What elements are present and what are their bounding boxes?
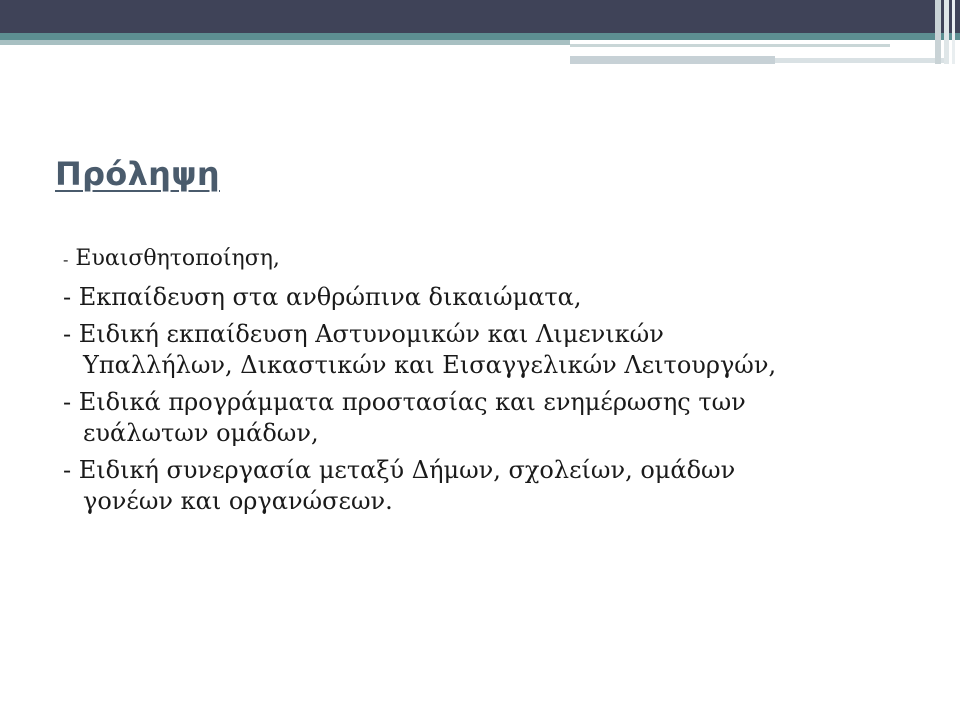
slide-title: Πρόληψη (55, 155, 220, 193)
header-stripe-2 (570, 44, 890, 47)
list-item: - Εκπαίδευση στα ανθρώπινα δικαιώματα, (63, 283, 582, 311)
header-band-teal (0, 33, 960, 40)
bullet-list (63, 243, 913, 523)
header-stripe-4 (775, 58, 945, 63)
list-item (63, 243, 913, 275)
list-item-dash: - (63, 250, 69, 269)
list-item: - Ειδικά προγράμματα προστασίας και ενημέρωσης των ευάλωτων ομάδων, (63, 388, 746, 447)
header-stripe-1 (0, 40, 570, 45)
header-vertical-stripe-3 (952, 0, 955, 64)
header-vertical-stripe-2 (944, 0, 949, 64)
list-item: - Ειδική συνεργασία μεταξύ Δήμων, σχολείων, ομάδων γονέων και οργανώσεων. (63, 456, 736, 515)
header-vertical-stripe-1 (935, 0, 941, 64)
header-stripe-3 (570, 56, 775, 64)
list-item-text: Ευαισθητοποίηση, (75, 246, 280, 271)
header-band-dark (0, 0, 960, 33)
list-item: - Ειδική εκπαίδευση Αστυνομικών και Λιμενικών Υπαλλήλων, Δικαστικών και Εισαγγελικών Λειτουργών, (63, 320, 777, 379)
